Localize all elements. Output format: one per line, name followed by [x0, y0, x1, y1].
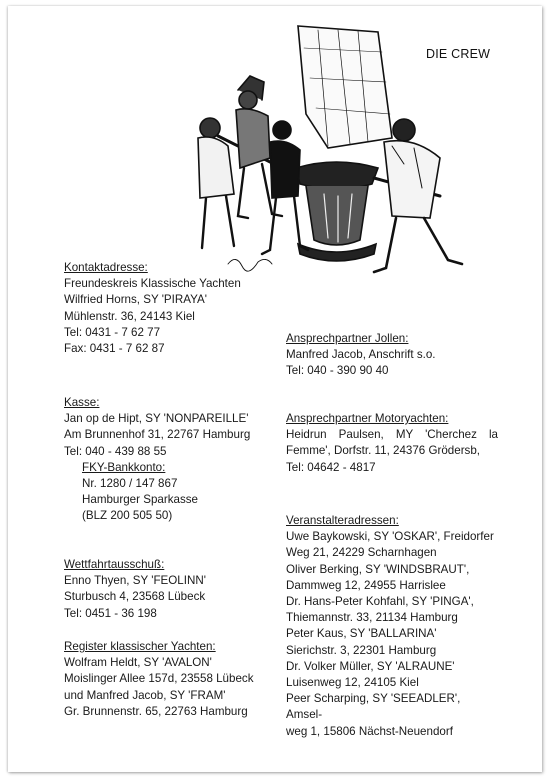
- register-line: und Manfred Jacob, SY 'FRAM': [64, 688, 226, 702]
- contact-heading: Kontaktadresse:: [64, 261, 148, 274]
- bank-account-heading: FKY-Bankkonto:: [82, 460, 166, 474]
- organizer-line: Dammweg 12, 24955 Harrislee: [286, 578, 446, 592]
- contact-line: Mühlenstr. 36, 24143 Kiel: [64, 309, 195, 323]
- race-committee-phone: Tel: 0451 - 36 198: [64, 606, 157, 620]
- organizer-line: Sierichstr. 3, 22301 Hamburg: [286, 643, 437, 657]
- organizer-line: Uwe Baykowski, SY 'OSKAR', Freidorfer: [286, 530, 494, 544]
- treasury-line: Am Brunnenhof 31, 22767 Hamburg: [64, 428, 251, 442]
- dinghy-phone: Tel: 040 - 390 90 40: [286, 364, 389, 378]
- dinghy-contact-block: [286, 331, 498, 380]
- contact-block: [64, 260, 241, 357]
- treasury-block: [64, 395, 250, 525]
- register-block: [64, 639, 254, 720]
- organizer-line: weg 1, 15806 Nächst-Neuendorf: [286, 724, 453, 738]
- contact-line: Freundeskreis Klassische Yachten: [64, 277, 241, 291]
- organizer-line: Dr. Hans-Peter Kohfahl, SY 'PINGA',: [286, 595, 474, 609]
- treasury-heading: Kasse:: [64, 396, 100, 409]
- register-line: Wolfram Heldt, SY 'AVALON': [64, 656, 212, 670]
- organizer-line: Peter Kaus, SY 'BALLARINA': [286, 627, 437, 641]
- contact-line: Wilfried Horns, SY 'PIRAYA': [64, 293, 207, 307]
- dinghy-heading: Ansprechpartner Jollen:: [286, 332, 409, 345]
- organizers-block: [286, 513, 498, 740]
- race-committee-line: Enno Thyen, SY 'FEOLINN': [64, 574, 206, 588]
- register-line: Gr. Brunnenstr. 65, 22763 Hamburg: [64, 704, 248, 718]
- register-line: Moislinger Allee 157d, 23558 Lübeck: [64, 672, 254, 686]
- organizers-heading: Veranstalteradressen:: [286, 514, 399, 527]
- organizer-line: Thiemannstr. 33, 21134 Hamburg: [286, 611, 458, 625]
- page-title: DIE CREW: [426, 47, 491, 61]
- bank-account-line: Nr. 1280 / 147 867: [82, 477, 178, 491]
- bank-account-line: (BLZ 200 505 50): [82, 509, 173, 523]
- page: [8, 6, 542, 772]
- motor-yacht-heading: Ansprechpartner Motoryachten:: [286, 412, 449, 425]
- race-committee-block: [64, 557, 206, 622]
- race-committee-heading: Wettfahrtausschuß:: [64, 558, 165, 571]
- crew-capstan-illustration: [178, 18, 478, 278]
- dinghy-line: Manfred Jacob, Anschrift s.o.: [286, 348, 436, 362]
- contact-fax: Fax: 0431 - 7 62 87: [64, 342, 165, 356]
- motor-yacht-address: Heidrun Paulsen, MY 'Cherchez la Femme', Dorfstr. 11, 24376 Grödersb,: [286, 428, 498, 458]
- organizer-line: Peer Scharping, SY 'SEEADLER', Amsel-: [286, 692, 461, 722]
- organizer-line: Luisenweg 12, 24105 Kiel: [286, 676, 419, 690]
- bank-account-line: Hamburger Sparkasse: [82, 493, 198, 507]
- contact-phone: Tel: 0431 - 7 62 77: [64, 325, 161, 339]
- organizer-line: Weg 21, 24229 Scharnhagen: [286, 546, 437, 560]
- treasury-line: Jan op de Hipt, SY 'NONPAREILLE': [64, 412, 249, 426]
- register-heading: Register klassischer Yachten:: [64, 640, 216, 653]
- organizer-line: Oliver Berking, SY 'WINDSBRAUT',: [286, 562, 470, 576]
- motor-yacht-phone: Tel: 04642 - 4817: [286, 460, 376, 474]
- motor-yacht-contact-block: [286, 411, 498, 476]
- race-committee-line: Sturbusch 4, 23568 Lübeck: [64, 590, 206, 604]
- organizer-line: Dr. Volker Müller, SY 'ALRAUNE': [286, 659, 455, 673]
- treasury-phone: Tel: 040 - 439 88 55: [64, 444, 167, 458]
